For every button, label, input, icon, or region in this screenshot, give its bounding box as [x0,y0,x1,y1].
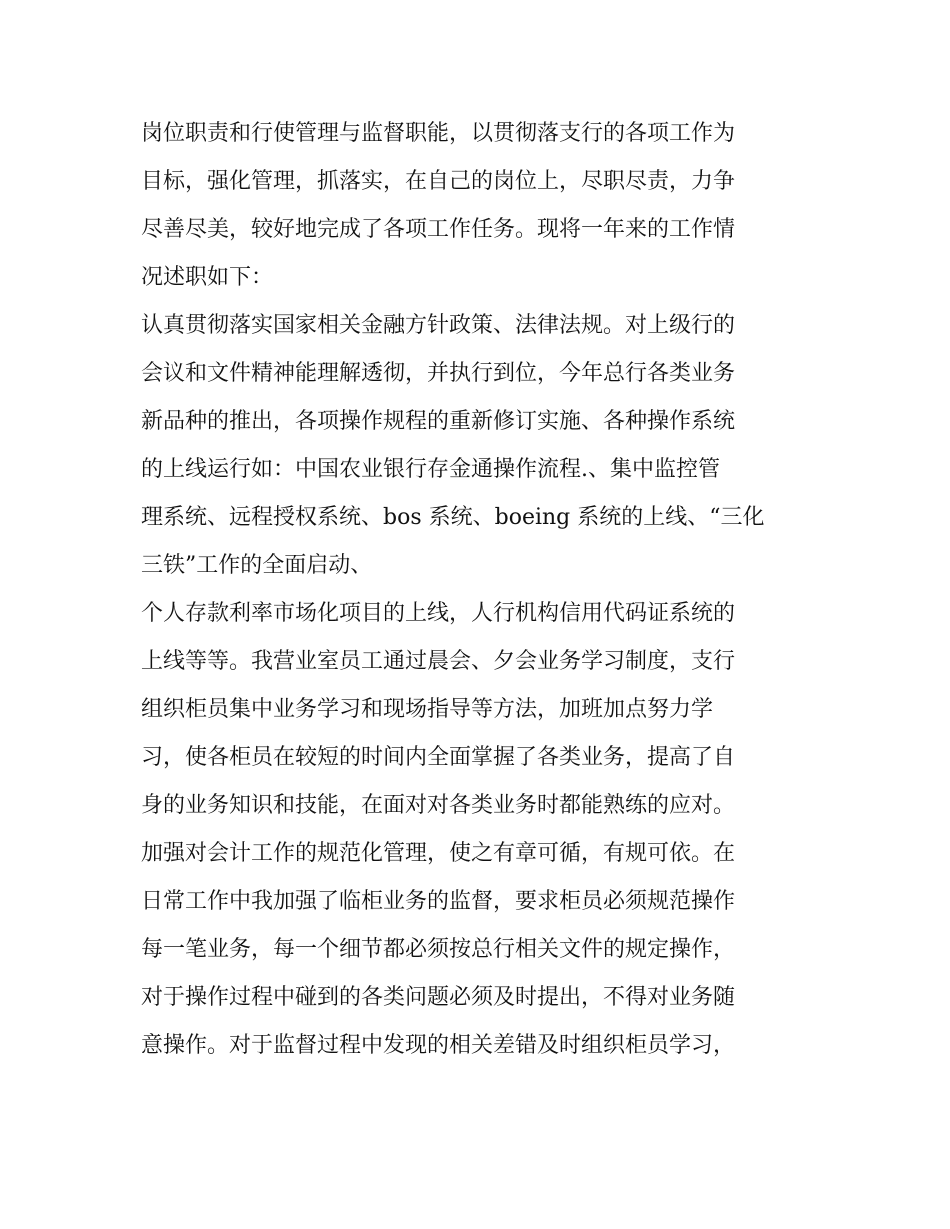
text-line: 岗位职责和行使管理与监督职能，以贯彻落支行的各项工作为 [141,121,736,146]
text-line: 况述职如下： [141,265,274,290]
text-line: 加强对会计工作的规范化管理，使之有章可循，有规可依。在 [141,841,736,866]
body-text [141,110,821,1070]
text-line: 新品种的推出，各项操作规程的重新修订实施、各种操作系统 [141,409,736,434]
text-line: 身的业务知识和技能，在面对对各类业务时都能熟练的应对。 [141,793,736,818]
text-line: 尽善尽美，较好地完成了各项工作任务。现将一年来的工作情 [141,217,736,242]
text-line: 每一笔业务，每一个细节都必须按总行相关文件的规定操作， [141,937,736,962]
text-line: 组织柜员集中业务学习和现场指导等方法，加班加点努力学 [141,697,714,722]
text-line: 对于操作过程中碰到的各类问题必须及时提出，不得对业务随 [141,985,736,1010]
text-line: 三铁”工作的全面启动、 [141,553,373,578]
text-line: 目标，强化管理，抓落实，在自己的岗位上，尽职尽责，力争 [141,169,736,194]
text-line: 日常工作中我加强了临柜业务的监督，要求柜员必须规范操作 [141,889,736,914]
text-line: 习，使各柜员在较短的时间内全面掌握了各类业务，提高了自 [141,745,736,770]
text-line: 个人存款利率市场化项目的上线，人行机构信用代码证系统的 [141,601,736,626]
text-line: 理系统、远程授权系统、bos 系统、boeing 系统的上线、“三化 [141,505,765,530]
text-line: 的上线运行如：中国农业银行存金通操作流程.、集中监控管 [141,457,720,482]
text-line: 意操作。对于监督过程中发现的相关差错及时组织柜员学习， [141,1033,736,1058]
text-line: 上线等等。我营业室员工通过晨会、夕会业务学习制度，支行 [141,649,736,674]
text-line: 会议和文件精神能理解透彻，并执行到位，今年总行各类业务 [141,361,736,386]
text-line: 认真贯彻落实国家相关金融方针政策、法律法规。对上级行的 [141,313,736,338]
